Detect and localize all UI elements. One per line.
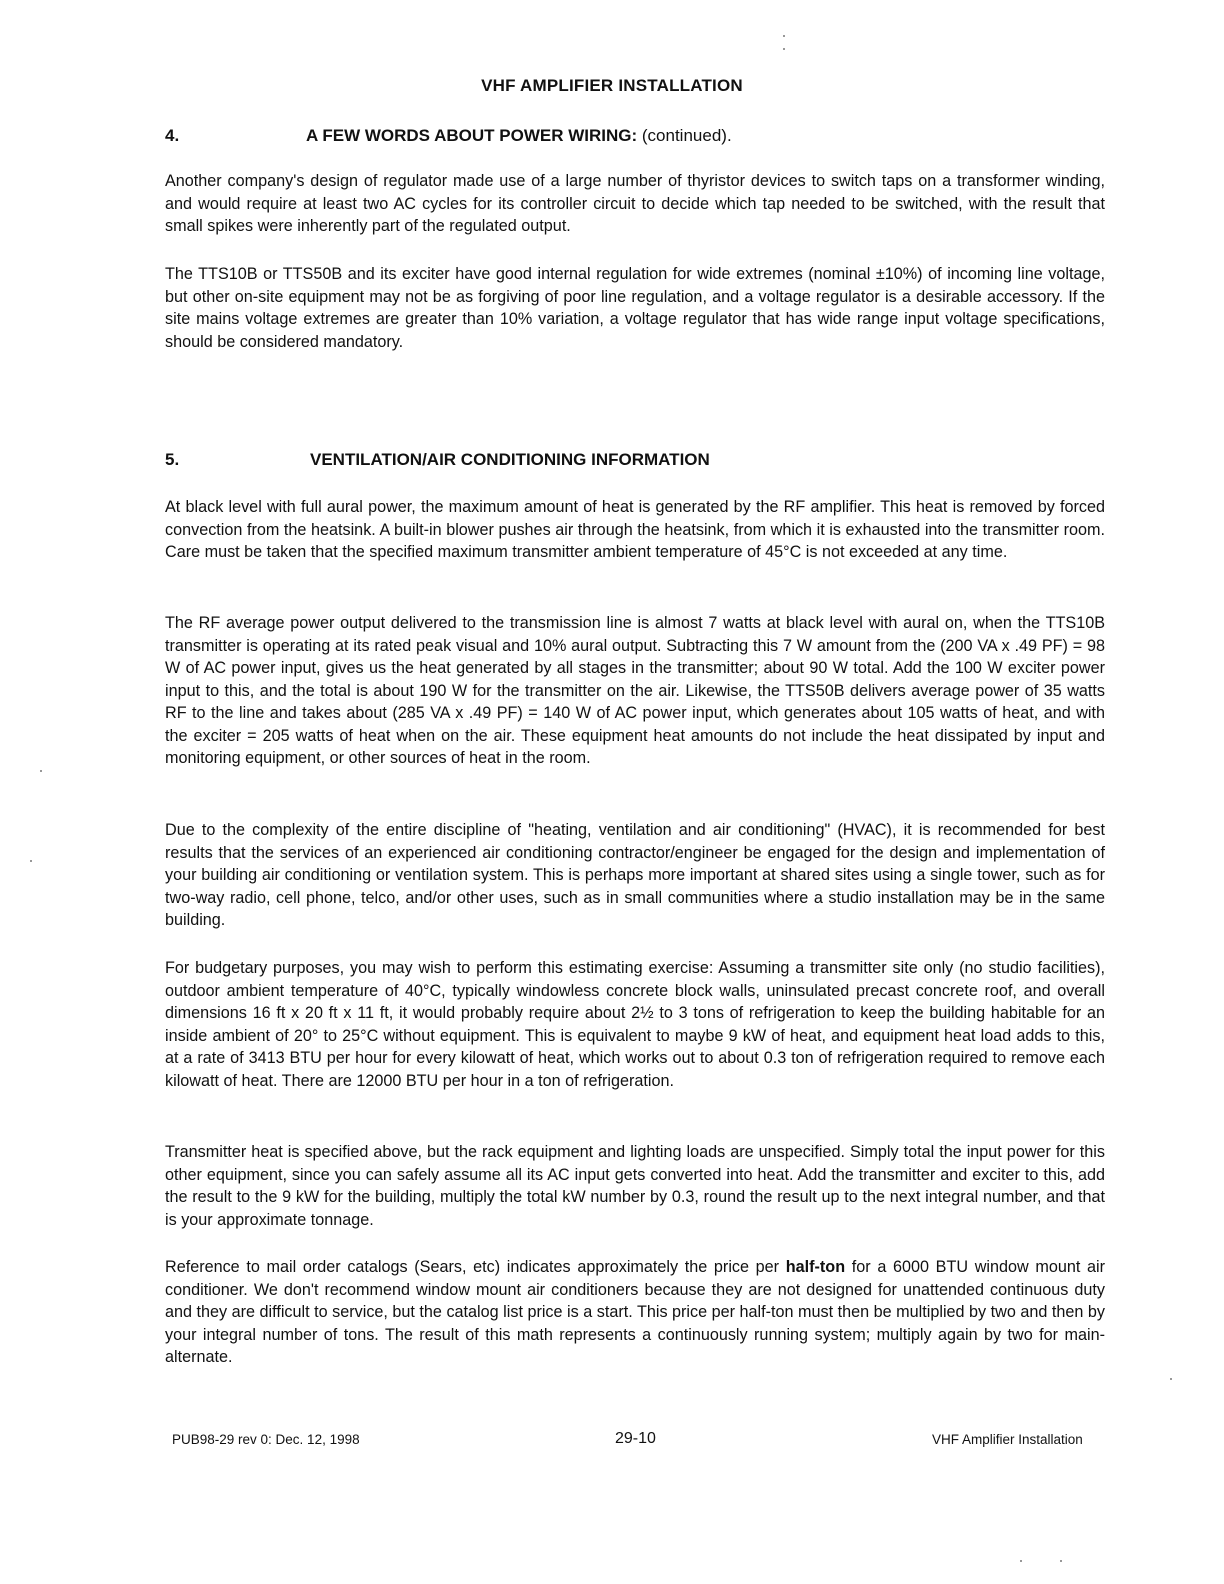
scan-speck (783, 35, 785, 37)
section-5-paragraph-6 (165, 1256, 1105, 1369)
section-4-paragraph-1: Another company's design of regulator made use of a large number of thyristor devices to switch taps on a transformer winding, and would require at least two AC cycles for its controller circuit to decide which tap needed to be switched, with the result that small spikes were inherently part of the regulated output. (165, 172, 1105, 235)
section-5-paragraph-4: For budgetary purposes, you may wish to perform this estimating exercise: Assuming a transmitter site only (no studio facilities), outdoor ambient temperature of 40°C, typically windowless concrete block walls, uninsulated precast concrete roof, and overall dimensions 16 ft x 20 ft x 11 ft, it would probably require about 2½ to 3 tons of refrigeration to keep the building habitable for an inside ambient of 20° to 25°C without equipment. This is equivalent to maybe 9 kW of heat, and equipment heat load adds to this, at a rate of 3413 BTU per hour for every kilowatt of heat, which works out to about 0.3 ton of refrigeration required to remove each kilowatt of heat. There are 12000 BTU per hour in a ton of refrigeration. (165, 959, 1105, 1090)
footer-doc-title: VHF Amplifier Installation (932, 1432, 1083, 1447)
section-5-paragraph-1: At black level with full aural power, the maximum amount of heat is generated by the RF amplifier. This heat is removed by forced convection from the heatsink. A built-in blower pushes air through the heatsink, from which it is exhausted into the transmitter room. Care must be taken that the specified maximum transmitter ambient temperature of 45°C is not exceeded at any time. (165, 498, 1105, 561)
section-5-paragraph-5: Transmitter heat is specified above, but the rack equipment and lighting loads are unspecified. Simply total the input power for this other equipment, since you can safely assume all its AC input gets converted into heat. Add the transmitter and exciter to this, add the result to the 9 kW for the building, multiply the total kW number by 0.3, round the result up to the next integral number, and that is your approximate tonnage. (165, 1143, 1105, 1229)
paragraph-6-text-a: Reference to mail order catalogs (Sears, etc) indicates approximately the price per (165, 1258, 786, 1276)
section-4-title-wrap (306, 126, 732, 146)
section-5-paragraph-3: Due to the complexity of the entire discipline of "heating, ventilation and air conditioning" (HVAC), it is recommended for best results that the services of an experienced air conditioning contractor/engineer be engaged for the design and implementation of your building air conditioning or ventilation system. This is perhaps more important at shared sites using a single tower, such as for two-way radio, cell phone, telco, and/or other uses, such as in small communities where a studio installation may be in the same building. (165, 821, 1105, 929)
scan-speck (1060, 1560, 1062, 1562)
scan-speck (783, 48, 785, 50)
section-4-title: A FEW WORDS ABOUT POWER WIRING: (306, 126, 638, 145)
scan-speck (30, 860, 32, 862)
paragraph-6-text-b: for a 6000 BTU window mount air conditioner. We don't recommend window mount air conditioners because they are not designed for unattended continuous duty and they are difficult to service, but the catalog list price is a start. This price per half-ton must then be multiplied by two and then by your integral number of tons. The result of this math represents a continuously running system; multiply again by two for main-alternate. (165, 1258, 1105, 1366)
scan-speck (40, 770, 42, 772)
paragraph-6-bold-half-ton: half-ton (785, 1258, 846, 1276)
section-5-paragraph-2: The RF average power output delivered to the transmission line is almost 7 watts at black level with aural on, when the TTS10B transmitter is operating at its rated peak visual and 10% aural output. Subtracting this 7 W amount from the (200 VA x .49 PF) = 98 W of AC power input, gives us the heat generated by all stages in the transmitter; about 90 W total. Add the 100 W exciter power input to this, and the total is about 190 W for the transmitter on the air. Likewise, the TTS50B delivers average power of 35 watts RF to the line and takes about (285 VA x .49 PF) = 140 W of AC power input, which generates about 105 watts of heat, and with the exciter = 205 watts of heat when on the air. These equipment heat amounts do not include the heat dissipated by input and monitoring equipment, or other sources of heat in the room. (165, 614, 1105, 767)
section-4-paragraph-2: The TTS10B or TTS50B and its exciter have good internal regulation for wide extremes (nominal ±10%) of incoming line voltage, but other on-site equipment may not be as forgiving of poor line regulation, and a voltage regulator is a desirable accessory. If the site mains voltage extremes are greater than 10% variation, a voltage regulator that has wide range input voltage specifications, should be considered mandatory. (165, 265, 1105, 351)
scan-speck (1170, 1378, 1172, 1380)
footer-publication-id: PUB98-29 rev 0: Dec. 12, 1998 (172, 1432, 360, 1447)
section-4-title-suffix: (continued). (641, 126, 732, 145)
page-title: VHF AMPLIFIER INSTALLATION (481, 76, 743, 95)
section-4-number: 4. (165, 126, 180, 145)
scan-speck (1020, 1560, 1022, 1562)
footer-page-number: 29-10 (615, 1430, 656, 1447)
section-5-number: 5. (165, 450, 180, 469)
section-5-title: VENTILATION/AIR CONDITIONING INFORMATION (310, 450, 710, 469)
